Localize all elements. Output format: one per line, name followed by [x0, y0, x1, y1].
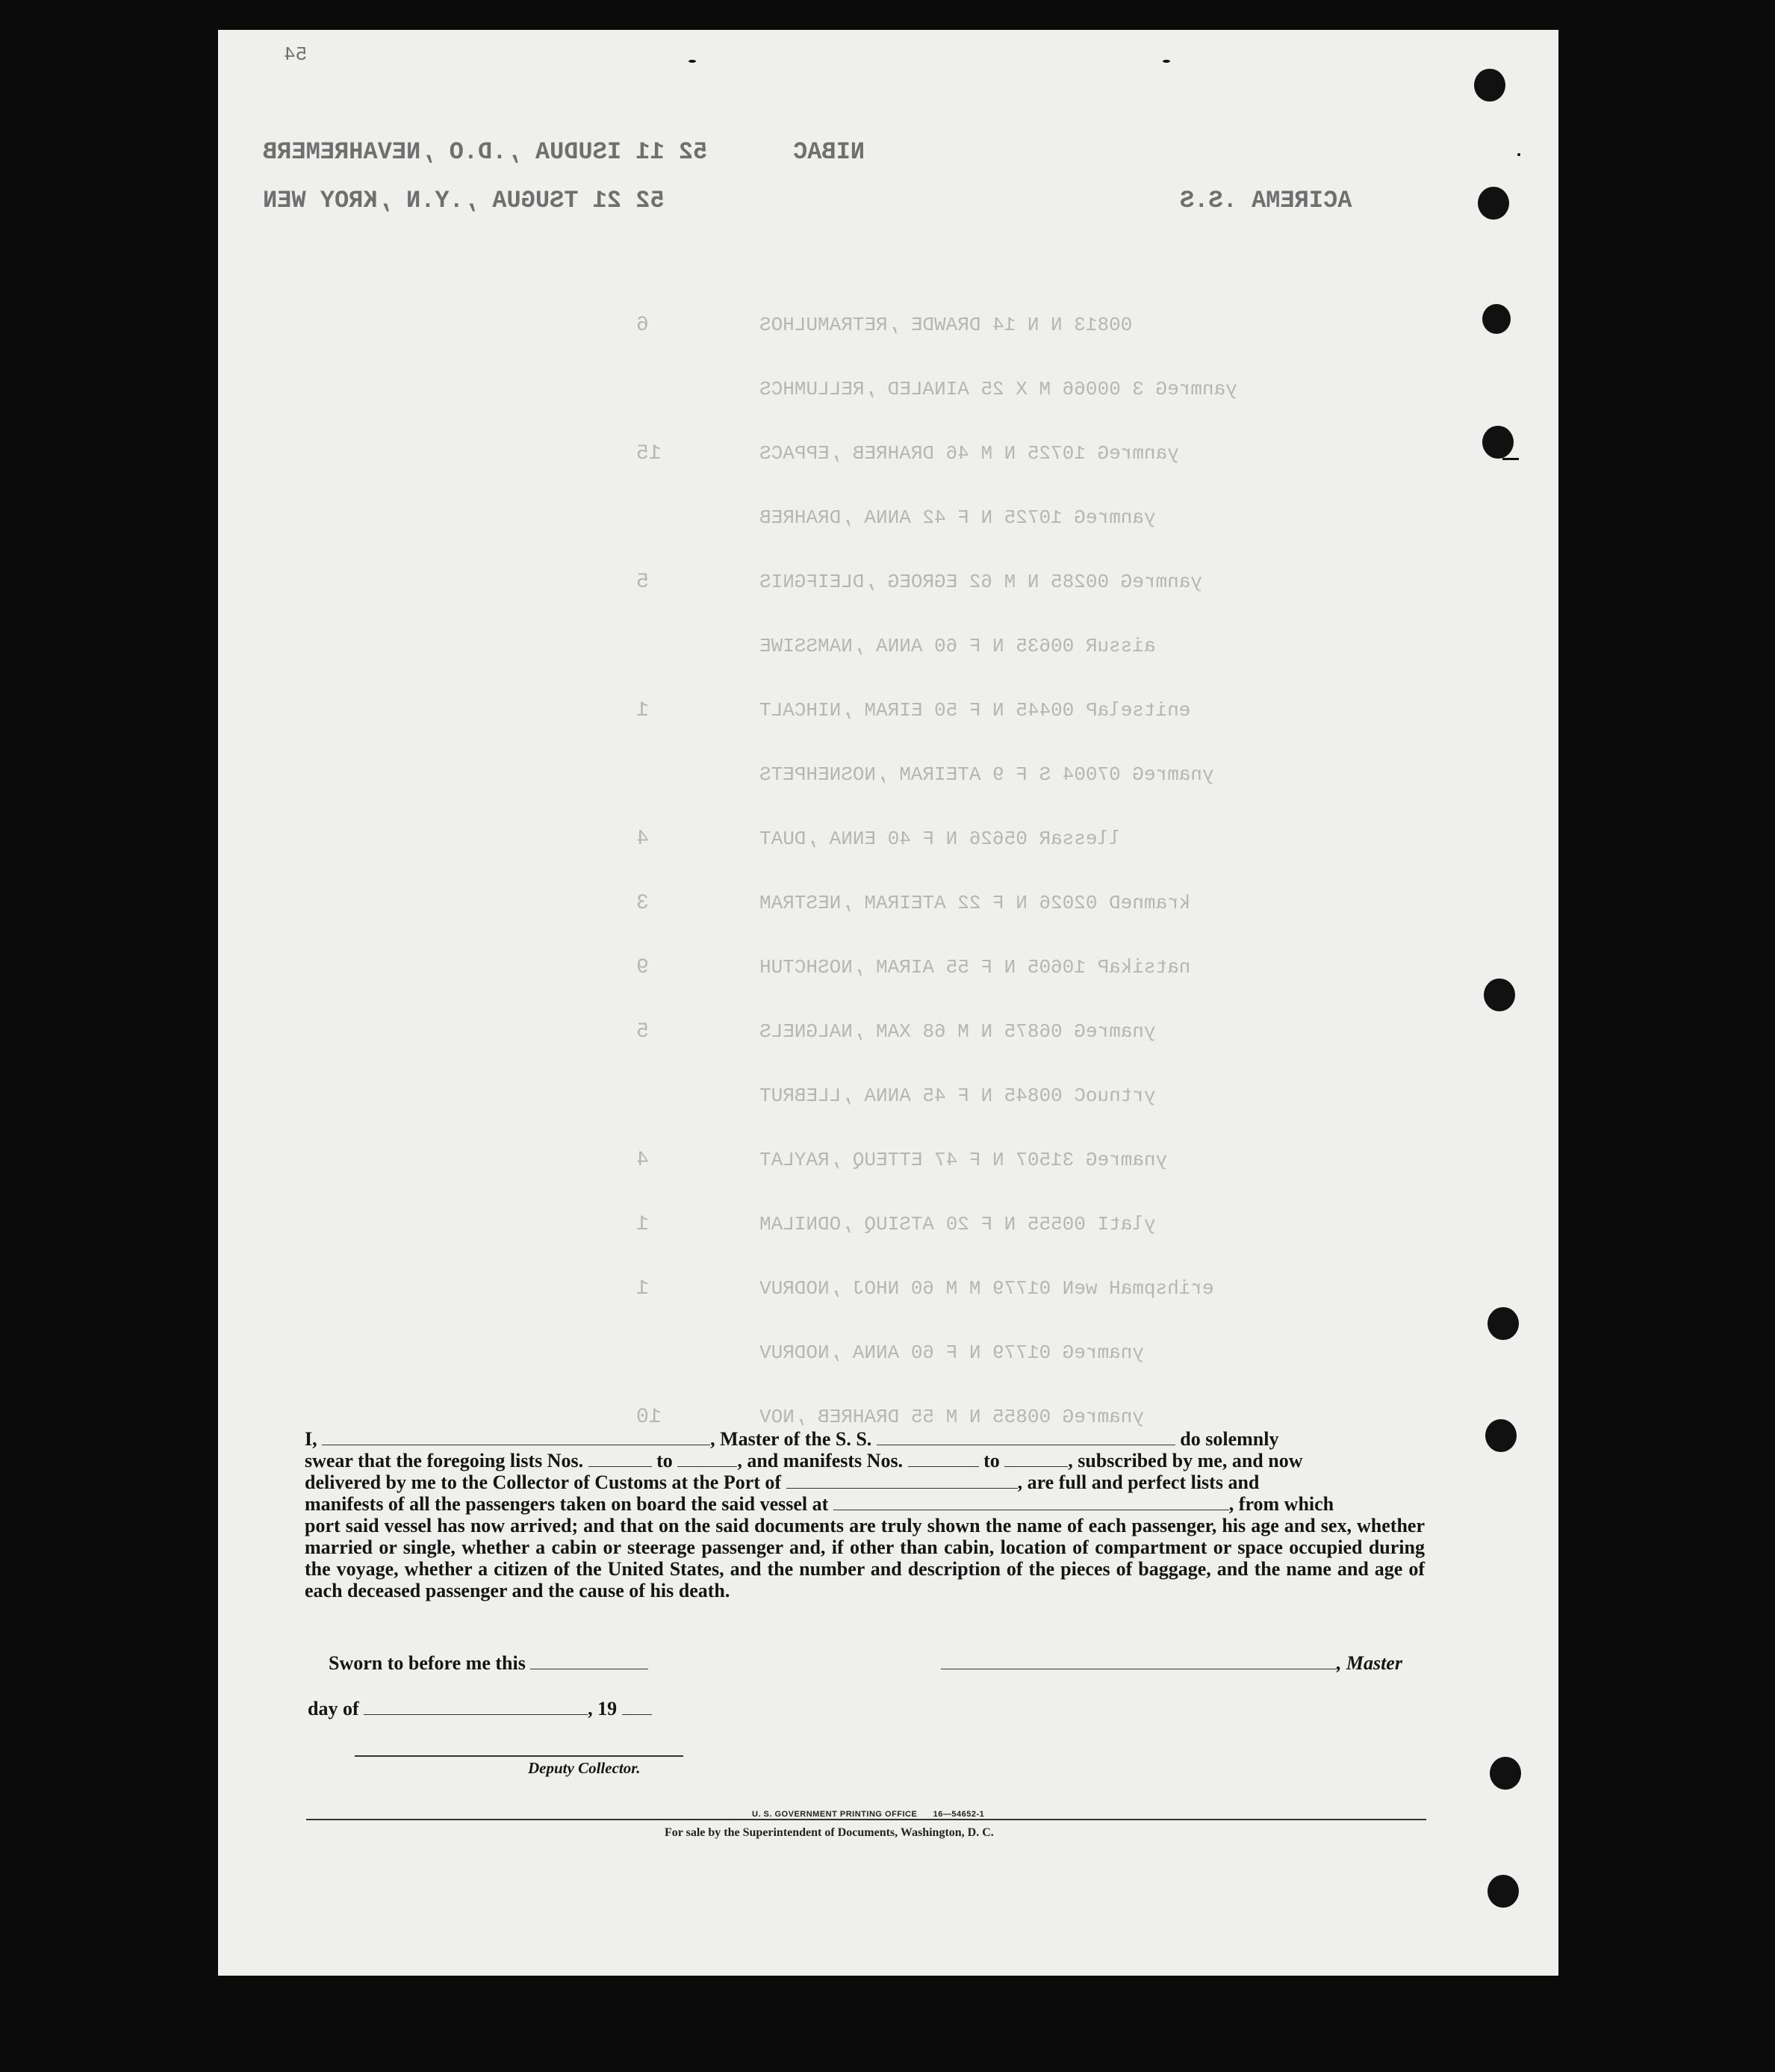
sworn-day-field[interactable]	[530, 1655, 648, 1669]
port-field[interactable]	[786, 1474, 1018, 1489]
bleed-entry-row: ynamreG 01779 N F 60 ANNA ,NODRUV	[759, 1341, 1144, 1364]
oath-full-perfect: , are full and perfect lists and	[1017, 1471, 1260, 1493]
departure-port-field[interactable]	[833, 1496, 1229, 1510]
bleed-entry-number: 9	[636, 956, 649, 979]
master-signature-field[interactable]	[941, 1655, 1337, 1669]
punch-hole	[1482, 426, 1514, 459]
punch-hole	[1484, 978, 1515, 1011]
bleed-entry-number: 4	[636, 1149, 649, 1172]
bleed-entry-row: ynamreG 07004 S F 9 ATEIRAM ,NOSNEHPETS	[759, 763, 1214, 786]
bleed-entry-number: 10	[636, 1406, 662, 1429]
punch-hole	[1474, 69, 1505, 102]
oath-from-which: , from which	[1228, 1493, 1334, 1515]
oath-solemnly: do solemnly	[1180, 1428, 1279, 1450]
bleed-entry-number: 5	[636, 1020, 649, 1043]
punch-hole	[1488, 1307, 1519, 1340]
oath-and-manifests: , and manifests Nos.	[737, 1450, 904, 1471]
bleed-entry-number: 1	[636, 699, 649, 722]
bleed-entry-row: yanmreG 10725 N M 46 DRAHREB ,EPPACS	[759, 442, 1179, 465]
sworn-text: Sworn to before me this	[329, 1652, 526, 1674]
lists-to-field[interactable]	[677, 1453, 737, 1467]
day-of-row	[308, 1698, 652, 1720]
punch-hole	[1485, 1419, 1517, 1452]
oath-to-1: to	[656, 1450, 673, 1471]
ink-mark	[1502, 458, 1519, 460]
ink-mark	[688, 60, 696, 63]
bleed-entry-row: yanmreG 00285 N M 62 EGROEG ,DLEIFGNIS	[759, 571, 1202, 593]
lists-from-field[interactable]	[588, 1453, 652, 1467]
bleed-entry-row: ynamreG 00855 N M 55 DRAHREB ,NOV	[759, 1406, 1144, 1428]
sworn-row	[329, 1652, 1426, 1675]
deputy-collector-label: Deputy Collector.	[528, 1759, 641, 1777]
bleed-entry-number: 4	[636, 828, 649, 851]
footer-rule	[306, 1819, 1426, 1820]
day-of-label: day of	[308, 1698, 359, 1719]
punch-hole	[1478, 187, 1509, 220]
month-field[interactable]	[364, 1701, 588, 1715]
bleed-entry-row: aissuR 00635 N F 60 ANNA ,NAMSSIWE	[759, 635, 1156, 657]
deputy-signature-line[interactable]	[355, 1755, 683, 1757]
punch-hole	[1482, 304, 1511, 334]
oath-master-of: , Master of the S. S.	[710, 1428, 872, 1450]
sale-notice: For sale by the Superintendent of Documents, Washington, D. C.	[665, 1826, 994, 1839]
gpo-imprint: U. S. GOVERNMENT PRINTING OFFICE 16—54652-1	[752, 1810, 985, 1819]
bleed-entry-number: 5	[636, 571, 649, 594]
manifests-from-field[interactable]	[908, 1453, 979, 1467]
bleed-entry-row: natsikaP 10605 N F 55 AIRAM ,NOSHCTUH	[759, 956, 1191, 978]
bleed-entry-row: yanmreG 3 00066 M X 25 AINALED ,RELLUMHCS	[759, 378, 1237, 400]
bleed-entry-row: ylatI 00555 N F 20 ATSIUQ ,ODNILAM	[759, 1213, 1156, 1235]
bleed-entry-row: enitselaP 00445 N F 50 EIRAM ,NIHCALT	[759, 699, 1191, 722]
oath-block	[305, 1428, 1425, 1601]
bleed-header-line2: 52 21 TSUGUA ,.Y.N ,KROY WEN	[263, 187, 665, 214]
bleed-entry-number: 6	[636, 314, 649, 337]
oath-intro: I,	[305, 1428, 317, 1450]
master-name-field[interactable]	[322, 1431, 710, 1445]
bleed-entry-row: yanmreG 10725 N F 42 ANNA ,DRAHREB	[759, 506, 1156, 529]
punch-hole	[1490, 1757, 1521, 1790]
bleed-entry-row: kramneD 02026 N F 22 ATEIRAM ,NESTRAM	[759, 892, 1191, 914]
bleed-page-number: 54	[284, 43, 308, 66]
oath-subscribed: , subscribed by me, and now	[1068, 1450, 1303, 1471]
bleed-entry-row: ynamreG 31507 N F 47 ETTEUQ ,RAYLAT	[759, 1149, 1168, 1171]
oath-to-2: to	[983, 1450, 1000, 1471]
ink-mark	[1517, 153, 1520, 156]
year-prefix: , 19	[588, 1698, 618, 1719]
manifests-to-field[interactable]	[1004, 1453, 1068, 1467]
ink-mark	[1163, 60, 1170, 63]
bleed-entry-row: yrtnuoC 00845 N F 45 ANNA ,LLEBRUT	[759, 1085, 1156, 1107]
punch-hole	[1488, 1875, 1519, 1908]
bleed-entry-row: ynamreG 06875 N M 68 XAM ,NALGNELS	[759, 1020, 1156, 1043]
master-signature-label: , Master	[1336, 1652, 1402, 1674]
bleed-entry-row: llessaR 05626 N F 40 ENNA ,DUAT	[759, 828, 1121, 850]
bleed-entry-number: 3	[636, 892, 649, 915]
bleed-header-class: NIBAC	[793, 138, 865, 166]
bleed-entry-number: 15	[636, 442, 662, 465]
manifest-page	[218, 30, 1558, 1976]
oath-swear: swear that the foregoing lists Nos.	[305, 1450, 584, 1471]
bleed-entry-number: 1	[636, 1213, 649, 1236]
oath-manifests-of: manifests of all the passengers taken on board the said vessel at	[305, 1493, 829, 1515]
bleed-header-line1: 52 11 ISUDUA ,.D.O ,NEVAHREMERB	[263, 138, 708, 166]
bleed-entry-row: 00813 N N 14 DRAWDE ,RETRAMULHOS	[759, 314, 1133, 336]
ship-name-field[interactable]	[877, 1431, 1175, 1445]
oath-delivered: delivered by me to the Collector of Customs at the Port of	[305, 1471, 782, 1493]
year-field[interactable]	[622, 1701, 652, 1715]
bleed-entry-number: 1	[636, 1277, 649, 1300]
oath-body: port said vessel has now arrived; and that on the said documents are truly shown the name of each passenger, his age and sex, whether married or single, whether a cabin or steerage passenger and, if other than cabin, location of compartment or space occupied during the voyage, whether a citizen of the United States, and the number and description of the pieces of baggage, and the name and age of each deceased passenger and the cause of his death.	[305, 1515, 1425, 1601]
bleed-ship-name: ACIREMA .S.S	[1180, 187, 1352, 214]
bleed-entry-row: erihspmaH weN 01779 M M 60 NHOJ ,NODRUV	[759, 1277, 1214, 1300]
